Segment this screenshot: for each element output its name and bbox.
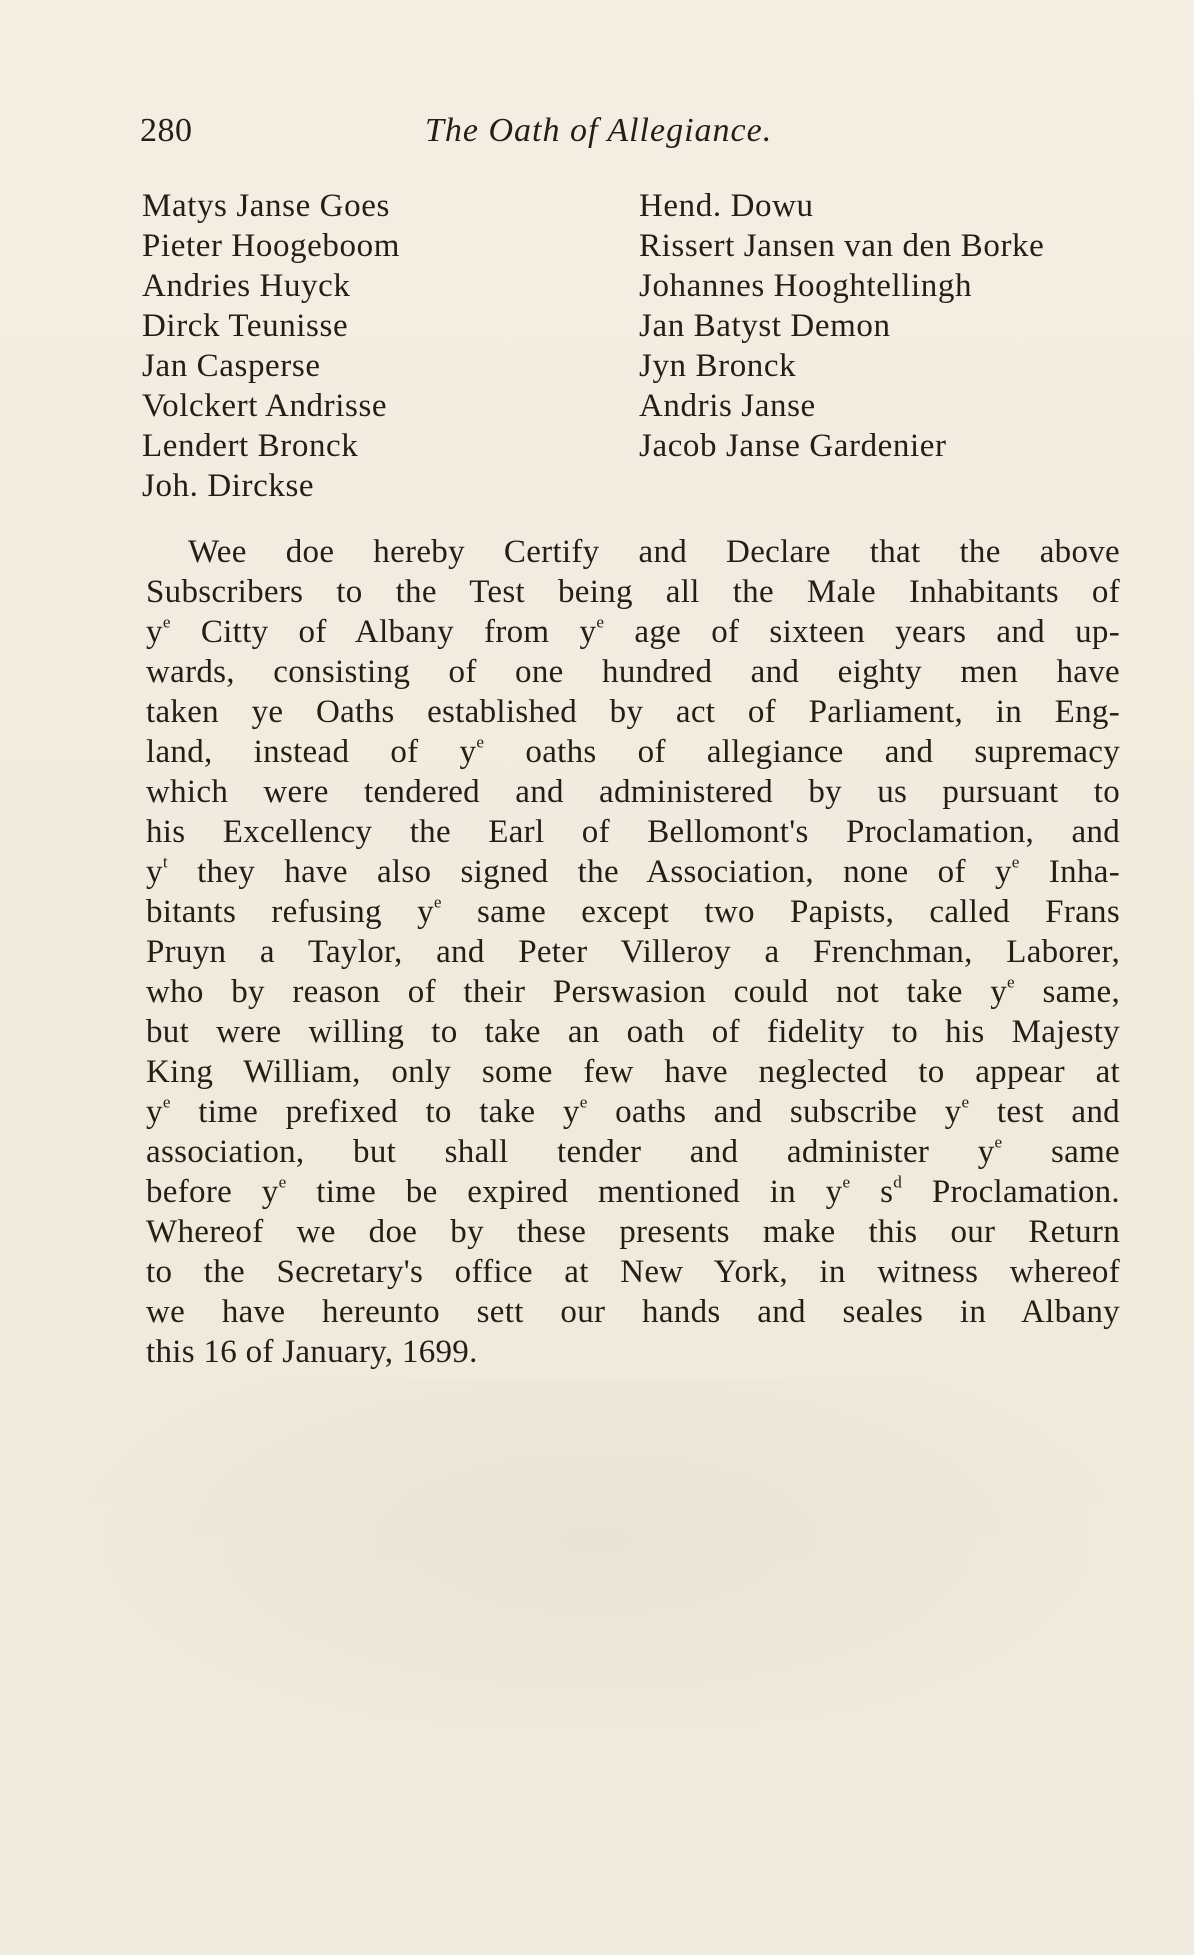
superscript: e bbox=[961, 1092, 970, 1112]
line-text: which were tendered and administered by us pursuant to bbox=[146, 774, 1120, 810]
superscript: d bbox=[893, 1172, 903, 1192]
superscript: t bbox=[162, 852, 168, 872]
line-text: King William, only some few have neglected to appear at bbox=[146, 1054, 1120, 1090]
line-text: before y bbox=[146, 1174, 279, 1210]
signature-column-right bbox=[639, 186, 1044, 466]
certificate-line bbox=[146, 1132, 1120, 1172]
line-text: y bbox=[146, 854, 163, 890]
paper-show-through bbox=[0, 1380, 1194, 1780]
line-text: we have hereunto sett our hands and seales in Albany bbox=[146, 1294, 1120, 1330]
signature-name: Rissert Jansen van den Borke bbox=[639, 228, 1045, 264]
line-text: Subscribers to the Test being all the Male Inhabitants of bbox=[146, 574, 1120, 610]
certificate-line bbox=[146, 692, 1120, 732]
line-text: his Excellency the Earl of Bellomont's Proclamation, and bbox=[146, 814, 1120, 850]
signature-name: Jacob Janse Gardenier bbox=[639, 428, 947, 464]
line-text: association, but shall tender and administer y bbox=[146, 1134, 995, 1170]
certificate-line bbox=[146, 1252, 1120, 1292]
line-text: s bbox=[850, 1174, 894, 1210]
line-text: they have also signed the Association, none of y bbox=[167, 854, 1012, 890]
line-text: to the Secretary's office at New York, in witness whereof bbox=[146, 1254, 1120, 1290]
certificate-line bbox=[146, 972, 1120, 1012]
signature-name: Jyn Bronck bbox=[639, 348, 797, 384]
certificate-line bbox=[146, 532, 1120, 572]
certificate-line bbox=[146, 732, 1120, 772]
signature-name: Jan Batyst Demon bbox=[639, 308, 891, 344]
superscript: e bbox=[433, 892, 442, 912]
signature-list bbox=[142, 186, 1122, 516]
line-text: same bbox=[1002, 1134, 1120, 1170]
certificate-line bbox=[146, 772, 1120, 812]
signature-name: Dirck Teunisse bbox=[142, 308, 349, 344]
line-text: but were willing to take an oath of fidelity to his Majesty bbox=[146, 1014, 1120, 1050]
line-text: test and bbox=[969, 1094, 1120, 1130]
signature-name: Johannes Hooghtellingh bbox=[639, 268, 973, 304]
line-text: same except two Papists, called Frans bbox=[441, 894, 1120, 930]
signature-name: Pieter Hoogeboom bbox=[142, 228, 400, 264]
signature-name: Lendert Bronck bbox=[142, 428, 359, 464]
certificate-line bbox=[146, 932, 1120, 972]
line-text: y bbox=[146, 614, 163, 650]
signature-name: Jan Casperse bbox=[142, 348, 321, 384]
superscript: e bbox=[162, 612, 171, 632]
line-text: Whereof we doe by these presents make this our Return bbox=[146, 1214, 1120, 1250]
line-text: same, bbox=[1014, 974, 1120, 1010]
line-text: time be expired mentioned in y bbox=[286, 1174, 843, 1210]
certificate-line bbox=[146, 572, 1120, 612]
signature-name: Andries Huyck bbox=[142, 268, 351, 304]
signature-name: Matys Janse Goes bbox=[142, 188, 390, 224]
certificate-line bbox=[146, 612, 1120, 652]
signature-name: Volckert Andrisse bbox=[142, 388, 388, 424]
line-text: oaths of allegiance and supremacy bbox=[484, 734, 1120, 770]
certificate-line bbox=[146, 652, 1120, 692]
line-text: bitants refusing y bbox=[146, 894, 434, 930]
line-text: Citty of Albany from y bbox=[170, 614, 597, 650]
signature-name: Hend. Dowu bbox=[639, 188, 814, 224]
superscript: e bbox=[596, 612, 605, 632]
superscript: e bbox=[278, 1172, 287, 1192]
superscript: e bbox=[162, 1092, 171, 1112]
certificate-paragraph bbox=[146, 532, 1120, 1372]
certificate-line bbox=[146, 852, 1120, 892]
line-text: who by reason of their Perswasion could not take y bbox=[146, 974, 1008, 1010]
line-text: time prefixed to take y bbox=[170, 1094, 580, 1130]
signature-name: Andris Janse bbox=[639, 388, 816, 424]
superscript: e bbox=[579, 1092, 588, 1112]
line-text: age of sixteen years and up- bbox=[604, 614, 1120, 650]
certificate-line bbox=[146, 1012, 1120, 1052]
line-text: Wee doe hereby Certify and Declare that the above bbox=[188, 534, 1120, 570]
page-header bbox=[140, 112, 1120, 160]
line-text: oaths and subscribe y bbox=[587, 1094, 962, 1130]
line-text: wards, consisting of one hundred and eighty men have bbox=[146, 654, 1120, 690]
superscript: e bbox=[1011, 852, 1020, 872]
signature-column-left bbox=[142, 186, 400, 506]
certificate-line bbox=[146, 1172, 1120, 1212]
line-text: this 16 of January, 1699. bbox=[146, 1334, 478, 1370]
certificate-line bbox=[146, 1092, 1120, 1132]
line-text: Proclamation. bbox=[902, 1174, 1120, 1210]
certificate-line bbox=[146, 1052, 1120, 1092]
superscript: e bbox=[842, 1172, 851, 1192]
certificate-line bbox=[146, 1332, 1120, 1372]
superscript: e bbox=[476, 732, 485, 752]
certificate-line bbox=[146, 1292, 1120, 1332]
superscript: e bbox=[1007, 972, 1015, 992]
signature-name: Joh. Dirckse bbox=[142, 468, 315, 504]
line-text: y bbox=[146, 1094, 163, 1130]
certificate-line bbox=[146, 1212, 1120, 1252]
line-text: Inha- bbox=[1019, 854, 1120, 890]
line-text: land, instead of y bbox=[146, 734, 477, 770]
line-text: taken ye Oaths established by act of Parliament, in Eng- bbox=[146, 694, 1120, 730]
running-title: The Oath of Allegiance. bbox=[425, 112, 773, 149]
line-text: Pruyn a Taylor, and Peter Villeroy a Frenchman, Laborer, bbox=[146, 934, 1120, 970]
certificate-line bbox=[146, 812, 1120, 852]
superscript: e bbox=[994, 1132, 1003, 1152]
page-number: 280 bbox=[140, 112, 193, 149]
certificate-line bbox=[146, 892, 1120, 932]
